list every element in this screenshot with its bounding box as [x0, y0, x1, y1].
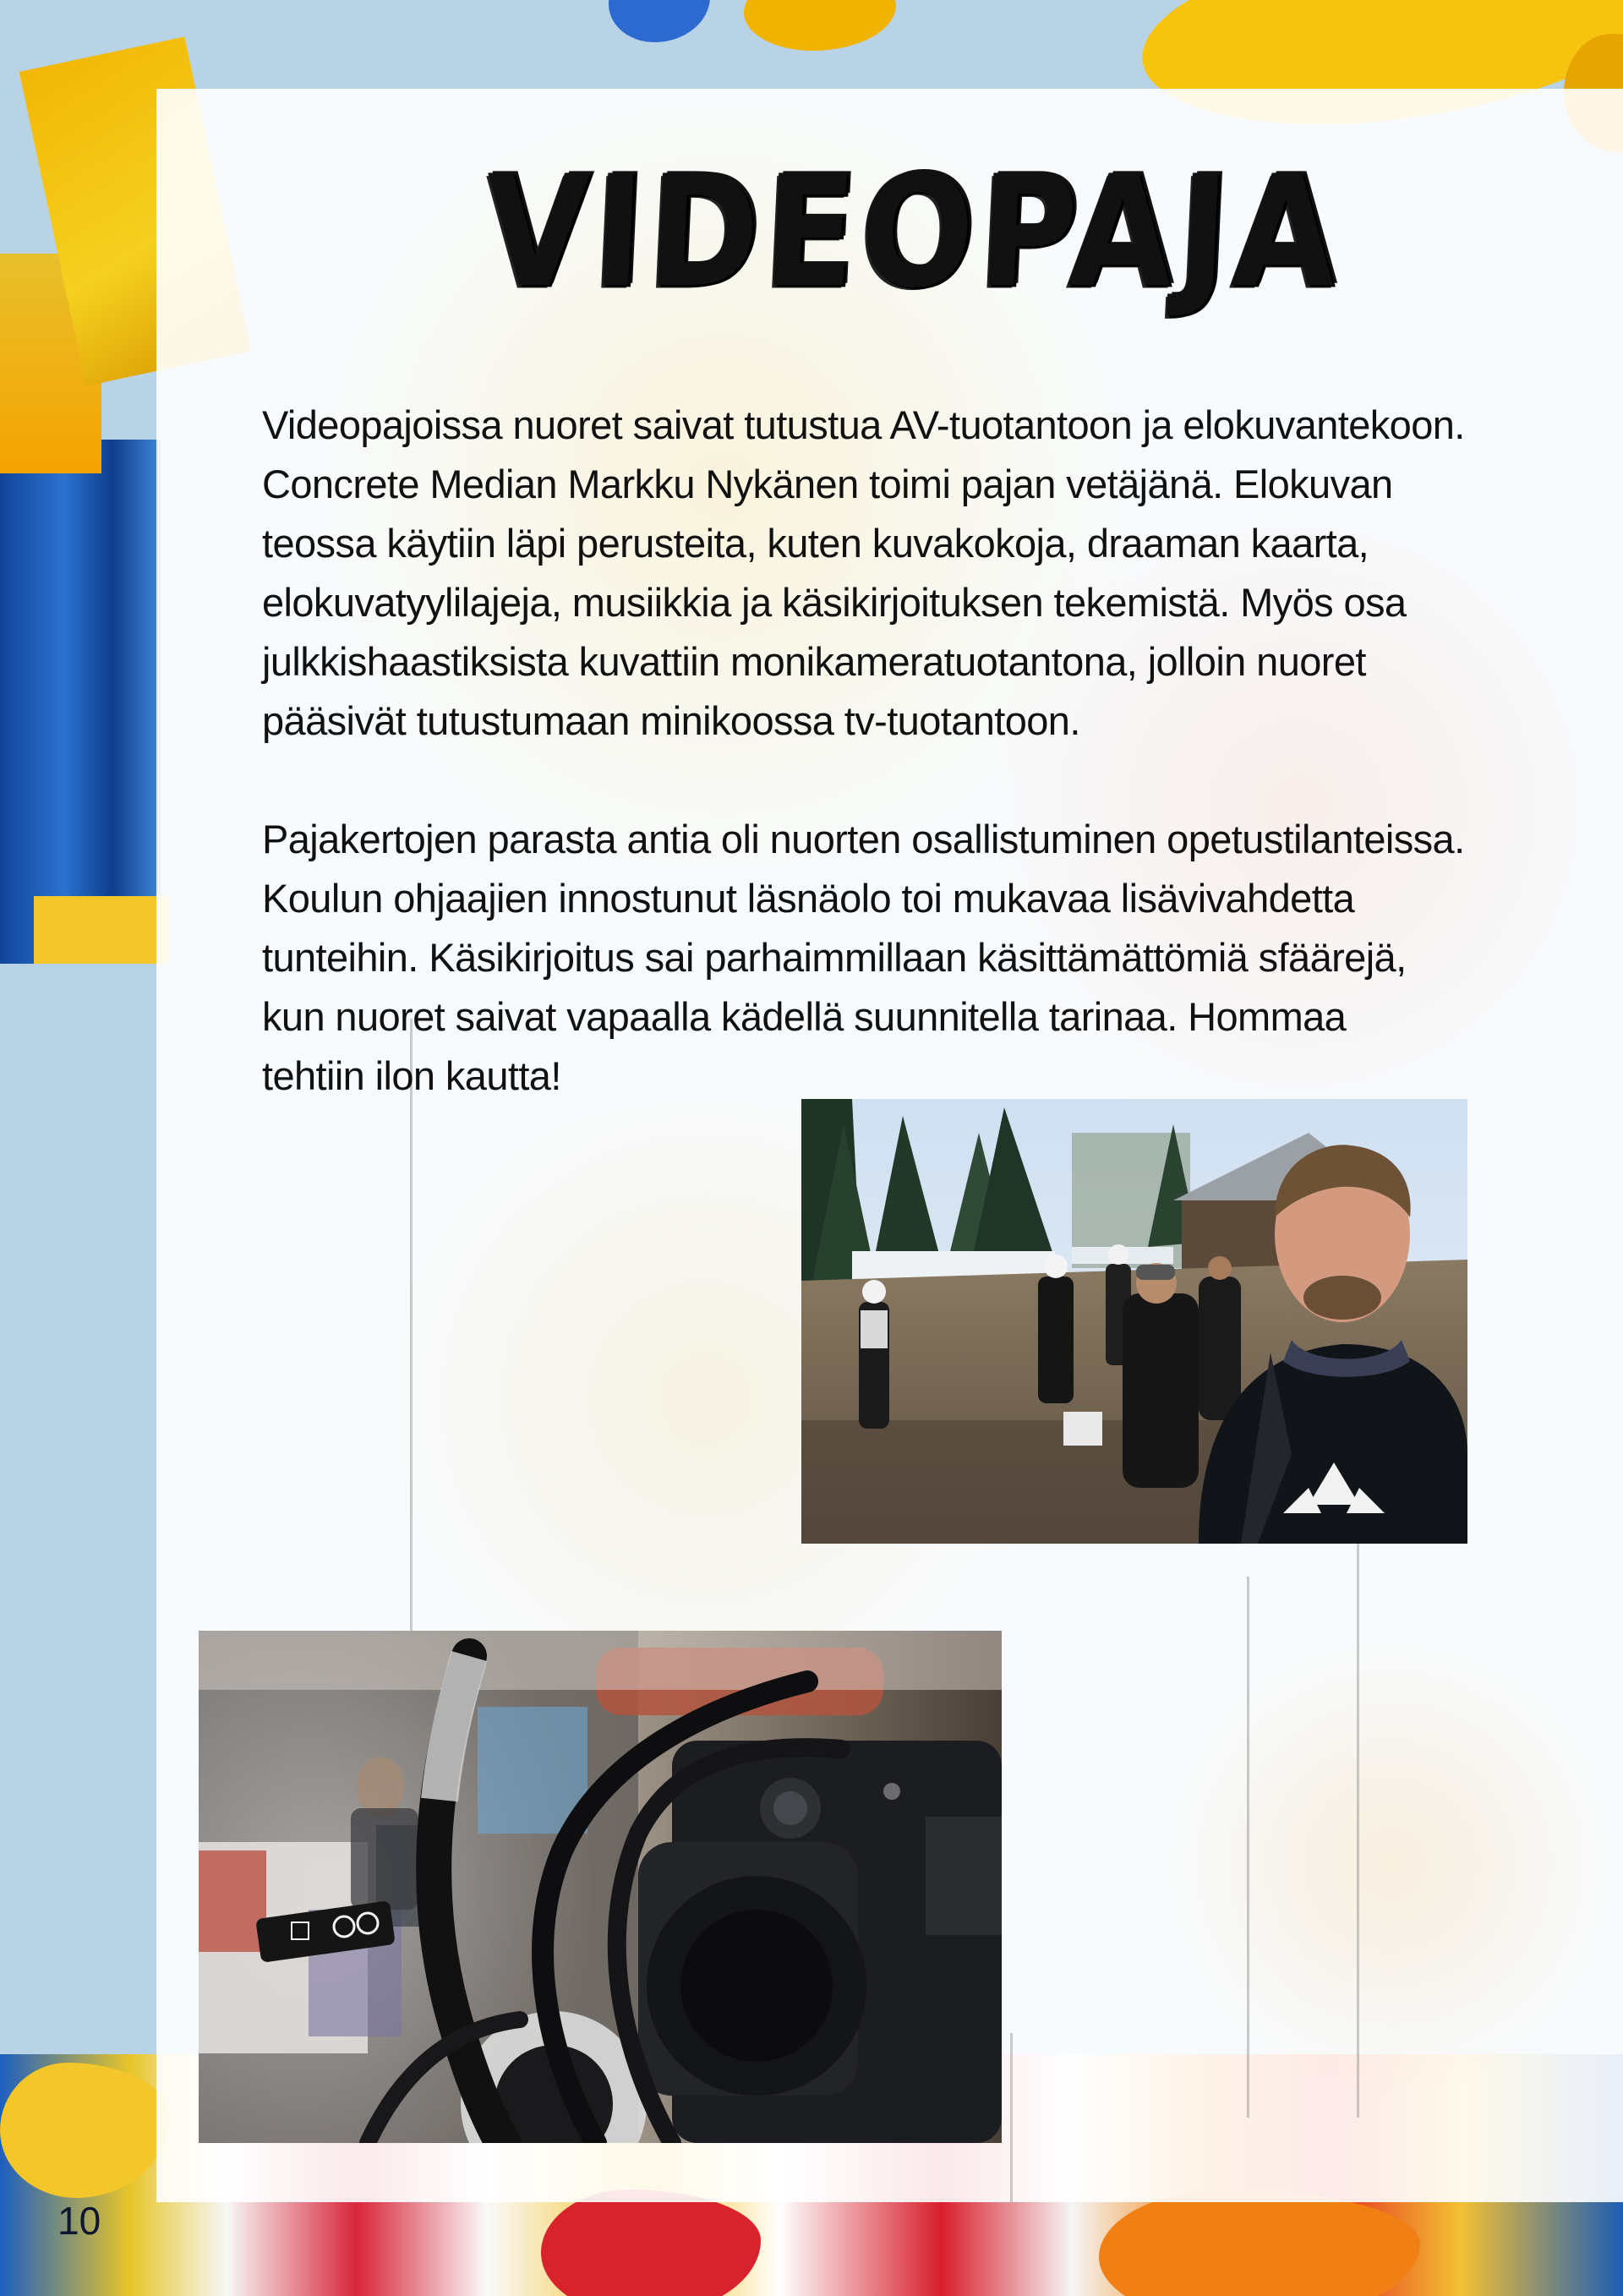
page-title: VIDEOPAJA — [480, 143, 1346, 322]
camera-cables-image — [199, 1631, 1002, 2143]
blue-paint-stroke — [0, 440, 161, 964]
page-number: 10 — [57, 2199, 101, 2243]
article-body — [262, 396, 1513, 1106]
paragraph-2: Pajakertojen parasta antia oli nuorten osallistuminen opetustilanteissa. Koulun ohjaajien innostunut läsnäolo toi mukavaa lisävivahdetta tunteihin. Käsikirjoitus sai parhaimmillaan käsittämättömiä sfäärejä, kun nuoret saivat vapaalla kädellä suunnitella tarinaa. Hommaa tehtiin ilon kautta! — [262, 817, 1465, 1098]
peach-wash — [1171, 1610, 1610, 2118]
paragraph-1: Videopajoissa nuoret saivat tutustua AV-tuotantoon ja elokuvantekoon. Concrete Median Markku Nykänen toimi pajan vetäjänä. Elokuvan teossa käytiin läpi perusteita, kuten kuvakokoja, draaman kaarta, elokuvatyylilajeja, musiikkia ja käsikirjoituksen tekemistä. Myös osa julkkishaastiksista kuvattiin monikameratuotantona, jolloin nuoret pääsivät tutustumaan minikoossa tv-tuotantoon. — [262, 402, 1465, 743]
top-yellow-dab — [744, 0, 896, 51]
camera-cables-photo — [199, 1631, 1002, 2143]
paint-drip — [1357, 1526, 1359, 2118]
yellow-paint-dab — [34, 896, 169, 964]
paint-drip — [1247, 1577, 1249, 2118]
outdoor-filming-photo — [801, 1099, 1467, 1544]
outdoor-filming-image — [801, 1099, 1467, 1544]
top-blue-dab — [609, 0, 710, 42]
paint-drip — [1010, 2033, 1013, 2202]
paint-drip — [410, 1019, 413, 1695]
